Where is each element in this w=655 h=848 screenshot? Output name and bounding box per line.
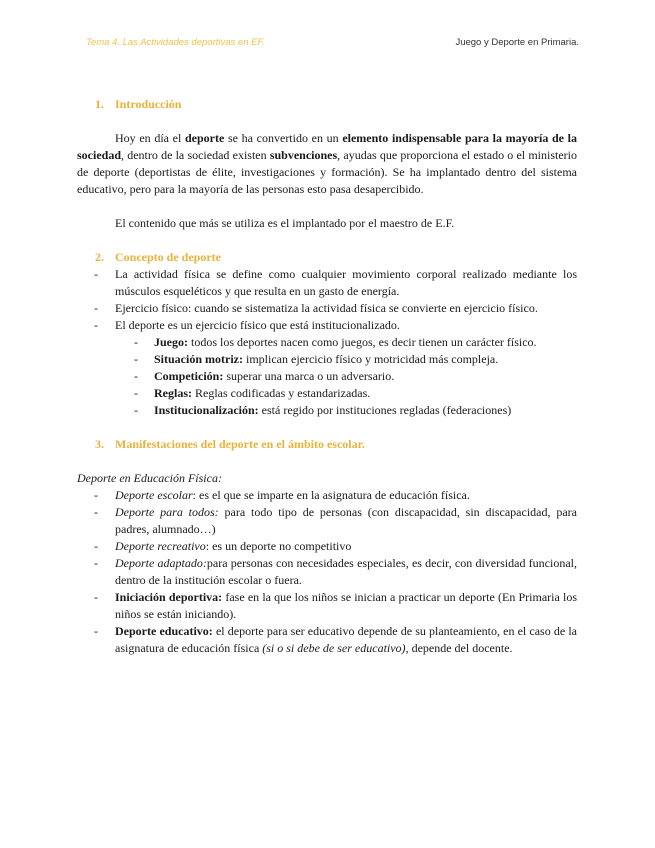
bold-text: elemento indispensable para la mayoría de la sociedad — [77, 131, 577, 162]
italic-text: (si o si debe de ser educativo) — [262, 641, 406, 655]
list-item-text: para personas con necesidades especiales, es decir, con diversidad funcional, dentro de la institución escolar o fuera. — [115, 556, 577, 587]
section-heading-manifestaciones — [95, 436, 577, 453]
list-item-text: todos los deportes nacen como juegos, es decir tienen un carácter físico. — [188, 335, 537, 349]
list-item — [77, 402, 577, 419]
list-item-term: Reglas: — [154, 386, 192, 400]
list-item-term: Deporte educativo: — [115, 624, 213, 638]
section-title: Manifestaciones del deporte en el ámbito escolar. — [115, 437, 365, 451]
subsection-title: Deporte en Educación Física: — [77, 471, 222, 485]
list-item — [77, 504, 577, 538]
list-item-text: el deporte para ser educativo depende de su planteamiento, en el caso de la asignatura de educación física — [115, 624, 577, 655]
list-item — [77, 555, 577, 589]
section-number: 3. — [95, 437, 104, 451]
list-item: - Ejercicio físico: cuando se sistematiza la actividad física se convierte en ejercicio físico. — [77, 300, 577, 317]
section-number: 1. — [95, 97, 104, 111]
concept-list — [77, 266, 577, 334]
list-item-text: , depende del docente. — [405, 641, 513, 655]
bold-text: deporte — [185, 131, 225, 145]
list-item-term: Deporte recreativo — [115, 539, 206, 553]
list-item — [77, 351, 577, 368]
section-title: Introducción — [115, 97, 182, 111]
list-item-term: Deporte adaptado: — [115, 556, 207, 570]
list-item-term: Deporte para todos: — [115, 505, 219, 519]
list-item-text: : es el que se imparte en la asignatura de educación física. — [192, 488, 470, 502]
list-item: - La actividad física se define como cualquier movimiento corporal realizado mediante los músculos esqueléticos y que resulta en un gasto de energía. — [77, 266, 577, 300]
list-item-term: Juego: — [154, 335, 188, 349]
section-number: 2. — [95, 250, 104, 264]
paragraph-intro — [77, 130, 577, 198]
list-item — [77, 334, 577, 351]
list-item-term: Competición: — [154, 369, 224, 383]
list-item-term: Situación motriz: — [154, 352, 243, 366]
section-title: Concepto de deporte — [115, 250, 221, 264]
list-item-text: : es un deporte no competitivo — [205, 539, 352, 553]
list-item-text: implican ejercicio físico y motricidad más compleja. — [243, 352, 499, 366]
bold-text: subvenciones — [269, 148, 338, 162]
deporte-characteristics-list — [77, 334, 577, 419]
section-heading-concepto — [95, 249, 577, 266]
list-item — [77, 368, 577, 385]
header-left-title: Tema 4. Las Actividades deportivas en EF. — [86, 37, 265, 48]
list-item: - El deporte es un ejercicio físico que está institucionalizado. — [77, 317, 577, 334]
list-item — [77, 538, 577, 555]
text-run: , dentro de la sociedad existen — [121, 148, 270, 162]
list-item-text: fase en la que los niños se inician a practicar un deporte (En Primaria los niños se están iniciando). — [115, 590, 577, 621]
list-item — [77, 487, 577, 504]
list-item-term: Iniciación deportiva: — [115, 590, 223, 604]
manifest-list — [77, 487, 577, 657]
list-item-text: está regido por instituciones regladas (federaciones) — [258, 403, 512, 417]
paragraph-contenido: El contenido que más se utiliza es el implantado por el maestro de E.F. — [115, 216, 455, 230]
list-item — [77, 589, 577, 623]
list-item-term: Deporte escolar — [115, 488, 193, 502]
list-item-text: Reglas codificadas y estandarizadas. — [192, 386, 371, 400]
text-run: Hoy en día el — [115, 131, 185, 145]
list-item — [77, 385, 577, 402]
text-run: , ayudas que proporciona el estado o el ministerio de deporte (deportistas de élite, investigaciones y formación). Se ha implantado dentro del sistema educativo, pero para la mayoría de las personas esto pasa desapercibido. — [77, 148, 577, 196]
list-item — [77, 623, 577, 657]
document-body — [77, 96, 577, 657]
list-item-text: para todo tipo de personas (con discapacidad, sin discapacidad, para padres, alumnado…) — [115, 505, 577, 536]
list-item-text: superar una marca o un adversario. — [223, 369, 395, 383]
section-heading-introduccion — [95, 96, 577, 113]
list-item-term: Institucionalización: — [154, 403, 259, 417]
text-run: se ha convertido en un — [224, 131, 343, 145]
header-right-title: Juego y Deporte en Primaria. — [455, 37, 579, 48]
